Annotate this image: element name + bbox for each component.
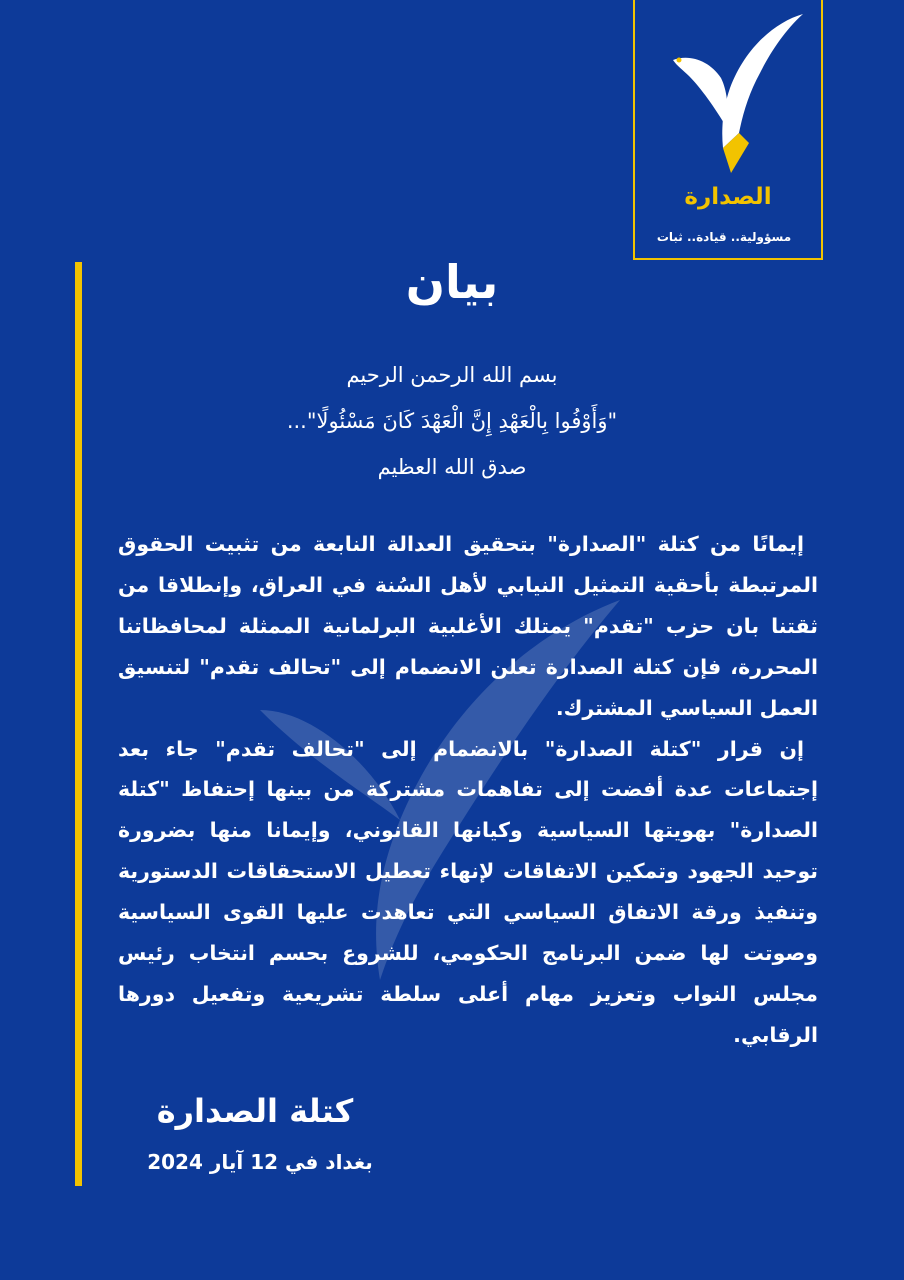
quran-verse-line: "وَأَوْفُوا بِالْعَهْدِ إِنَّ الْعَهْدَ كَانَ مَسْئُولًا"... <box>286 409 618 433</box>
logo-name: الصدارة <box>684 184 772 210</box>
yellow-accent-bar <box>75 262 82 1186</box>
body-paragraph-1: إيمانًا من كتلة "الصدارة" بتحقيق العدالة النابعة من تثبيت الحقوق المرتبطة بأحقية التمثيل النيابي لأهل السُنة في العراق، وإنطلاقا من ثقتنا بان حزب "تقدم" يمتلك الأغلبية البرلمانية الممثلة لمحافظاتنا المحررة، فإن كتلة الصدارة تعلن الانضمام إلى "تحالف تقدم" لتنسيق العمل السياسي المشترك. <box>118 532 818 720</box>
page-title: بيان <box>405 255 499 309</box>
dateline: بغداد في 12 آيار 2024 <box>147 1150 373 1174</box>
opening-verses <box>100 352 804 490</box>
logo-slogan: مسؤولية.. قيادة.. ثبات <box>656 230 792 244</box>
basmala-line: بسم الله الرحمن الرحيم <box>346 363 558 387</box>
logo <box>633 0 823 260</box>
body-paragraph-2: إن قرار "كتلة الصدارة" بالانضمام إلى "تحالف تقدم" جاء بعد إجتماعات عدة أفضت إلى تفاهمات مشتركة من بينها إحتفاظ "كتلة الصدارة" بهويتها السياسية وكيانها القانوني، وإيمانا منها بضرورة توحيد الجهود وتمكين الاتفاقات لإنهاء تعطيل الاستحقاقات الدستورية وتنفيذ ورقة الاتفاق السياسي التي تعاهدت عليها القوى السياسية وصوتت لها ضمن البرنامج الحكومي، للشروع بحسم انتخاب رئيس مجلس النواب وتعزيز مهام أعلى سلطة تشريعية وتفعيل دورها الرقابي. <box>118 736 818 1047</box>
checkmark-bird-logo-icon <box>665 8 805 178</box>
closing-verse-line: صدق الله العظيم <box>377 455 527 479</box>
statement-body <box>118 524 818 1056</box>
signature: كتلة الصدارة <box>156 1092 354 1130</box>
